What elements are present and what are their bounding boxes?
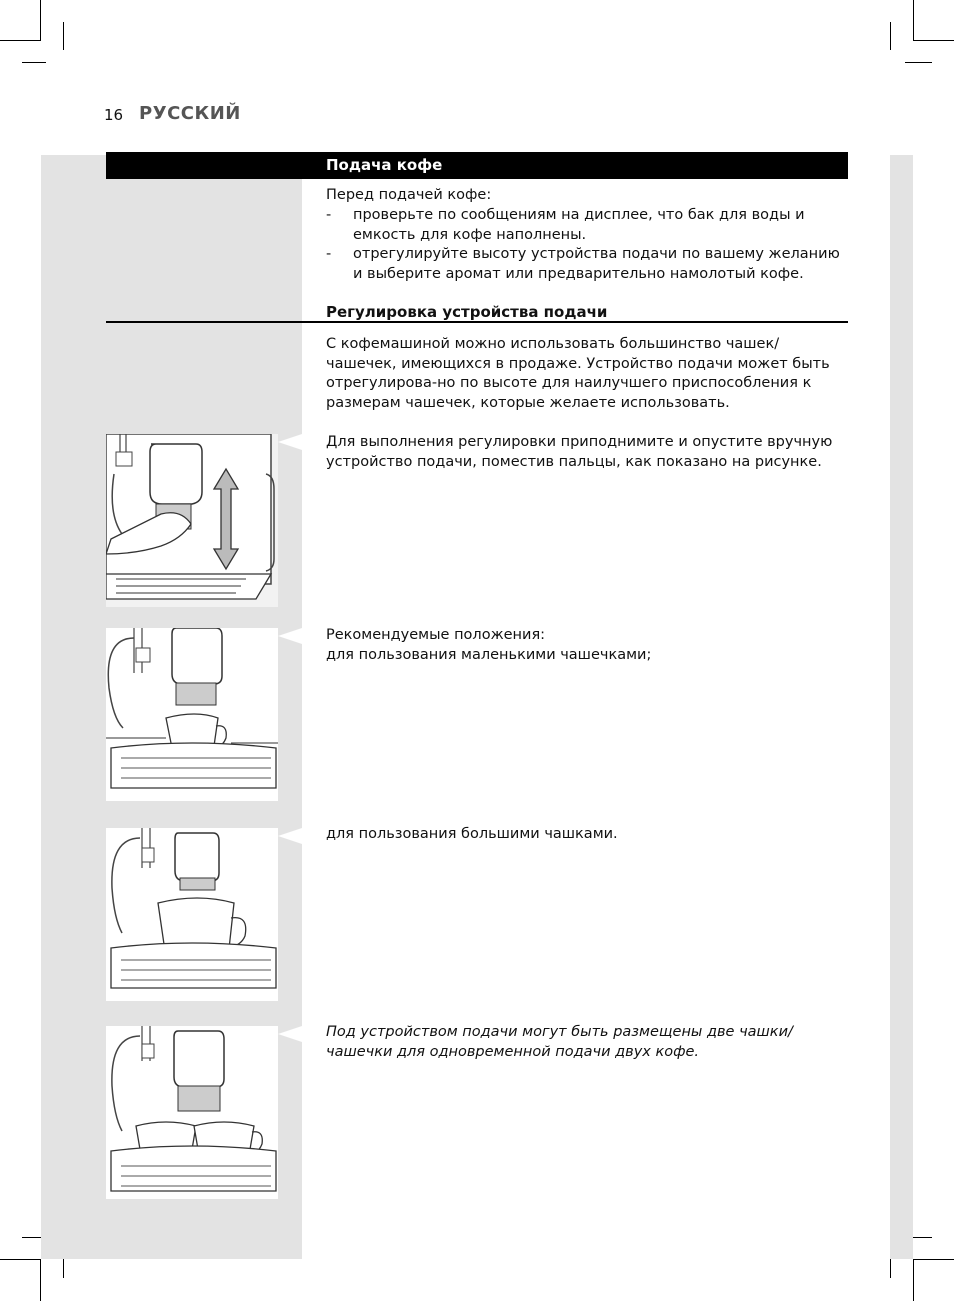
recommended-positions: Рекомендуемые положения: <box>326 627 546 643</box>
illustration-small-cup <box>106 628 278 801</box>
section-title: Подача кофе <box>326 156 443 174</box>
illustration-large-cup <box>106 828 278 1001</box>
subsection-title: Регулировка устройства подачи <box>326 303 608 321</box>
pointer-triangle <box>278 828 302 844</box>
large-cups-text: для пользования большими чашками. <box>326 826 618 842</box>
two-cups-note: Под устройством подачи могут быть размещены две чашки/чашечки для одновременной подачи двух кофе. <box>326 1024 793 1060</box>
pointer-triangle <box>278 1026 302 1042</box>
language-label: РУССКИЙ <box>139 103 241 124</box>
page-number: 16 <box>104 106 124 124</box>
paragraph-adjust: Для выполнения регулировки приподнимите и опустите вручную устройство подачи, поместив пальцы, как показано на рисунке. <box>326 434 833 470</box>
subsection-rule <box>106 321 848 323</box>
bullet-dash: - <box>326 246 332 262</box>
bullet-text: проверьте по сообщениям на дисплее, что бак для воды и емкость для кофе наполнены. <box>353 207 805 243</box>
illustration-two-cups <box>106 1026 278 1199</box>
pointer-triangle <box>278 628 302 644</box>
intro-text: Перед подачей кофе: <box>326 187 492 203</box>
bullet-dash: - <box>326 207 332 223</box>
right-gray-strip <box>890 155 913 1259</box>
bullet-text: отрегулируйте высоту устройства подачи по вашему желанию и выберите аромат или предварительно намолотый кофе. <box>353 246 840 282</box>
section-header-bar <box>106 152 848 179</box>
illustration-hand-adjust <box>106 434 278 607</box>
pointer-triangle <box>278 434 302 450</box>
small-cups-text: для пользования маленькими чашечками; <box>326 647 652 663</box>
paragraph-cups: С кофемашиной можно использовать большинство чашек/чашечек, имеющихся в продаже. Устройство подачи может быть отрегулирова-но по высоте для наилучшего приспособления к размерам чашечек, которые желаете использовать. <box>326 336 830 412</box>
